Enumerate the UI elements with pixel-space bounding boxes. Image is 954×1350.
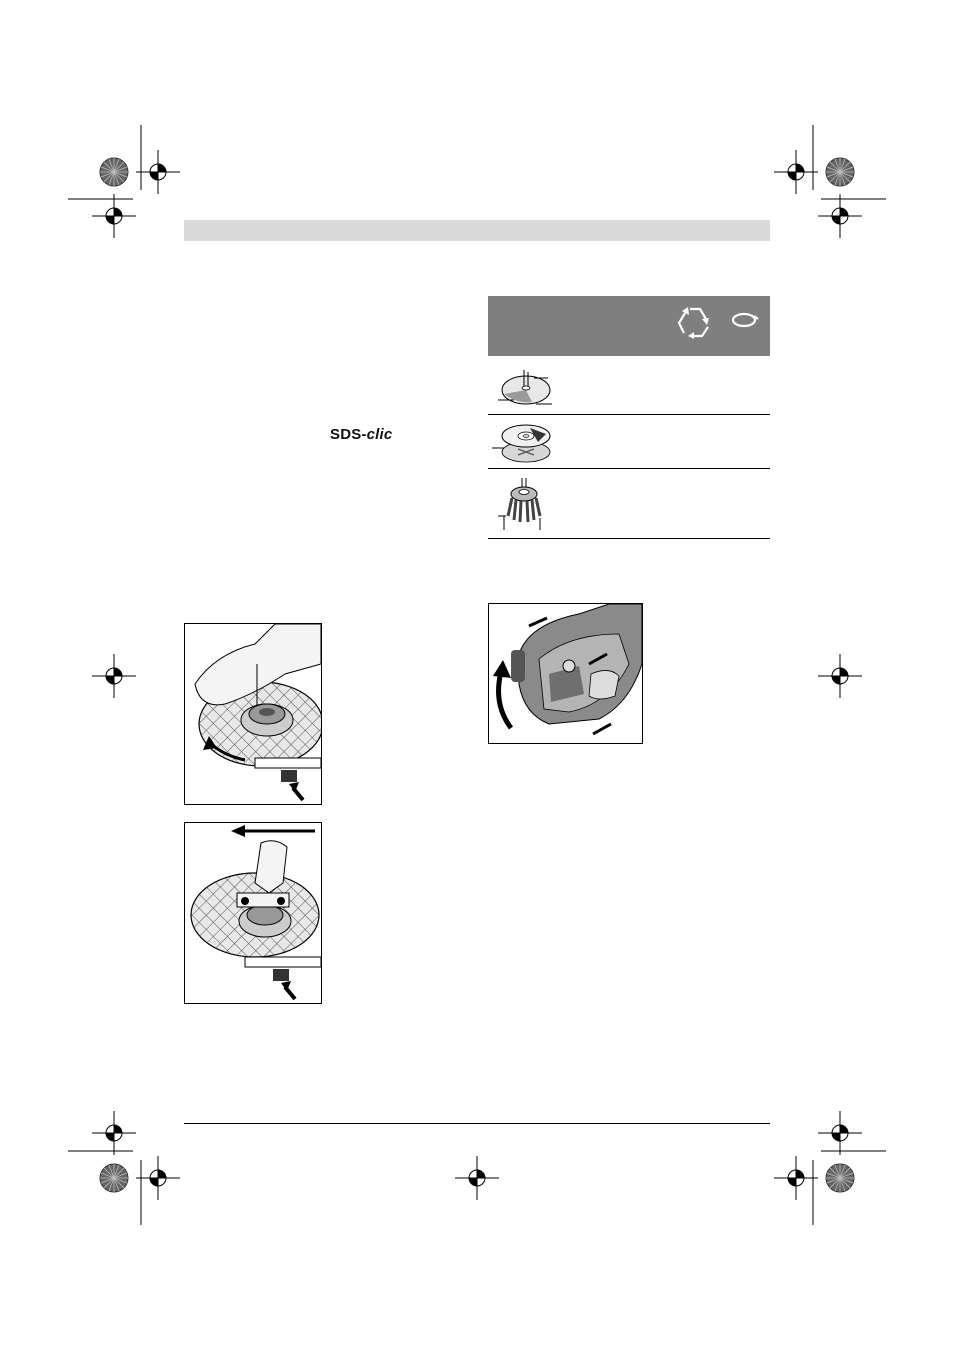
figure-two-pin-spanner <box>184 822 322 1004</box>
logo-script: clic <box>366 426 393 443</box>
header-bar <box>184 220 770 241</box>
cutting-disc-icon <box>488 360 558 414</box>
logo-prefix: SDS- <box>330 426 367 443</box>
cup-brush-icon <box>488 472 558 534</box>
sds-clic-logo <box>330 426 392 443</box>
recycle-arrows-icon <box>676 303 716 339</box>
gear-head-illustration <box>489 604 642 743</box>
footer-rule <box>184 1123 770 1124</box>
nut-tightening-illustration <box>185 823 321 1003</box>
circlip-ring-icon <box>730 310 760 330</box>
accessory-row-cup-brush <box>488 472 770 536</box>
disc-mounting-illustration <box>185 624 321 804</box>
grinding-disc-icon <box>488 416 558 468</box>
row-divider <box>488 468 770 469</box>
figure-gear-head-rotation <box>488 603 643 744</box>
row-divider <box>488 538 770 539</box>
row-divider <box>488 414 770 415</box>
accessory-row-cutting-disc <box>488 360 770 414</box>
disposal-table-header <box>488 296 770 356</box>
figure-spindle-lock-hand <box>184 623 322 805</box>
accessory-row-grinding-disc <box>488 416 770 468</box>
